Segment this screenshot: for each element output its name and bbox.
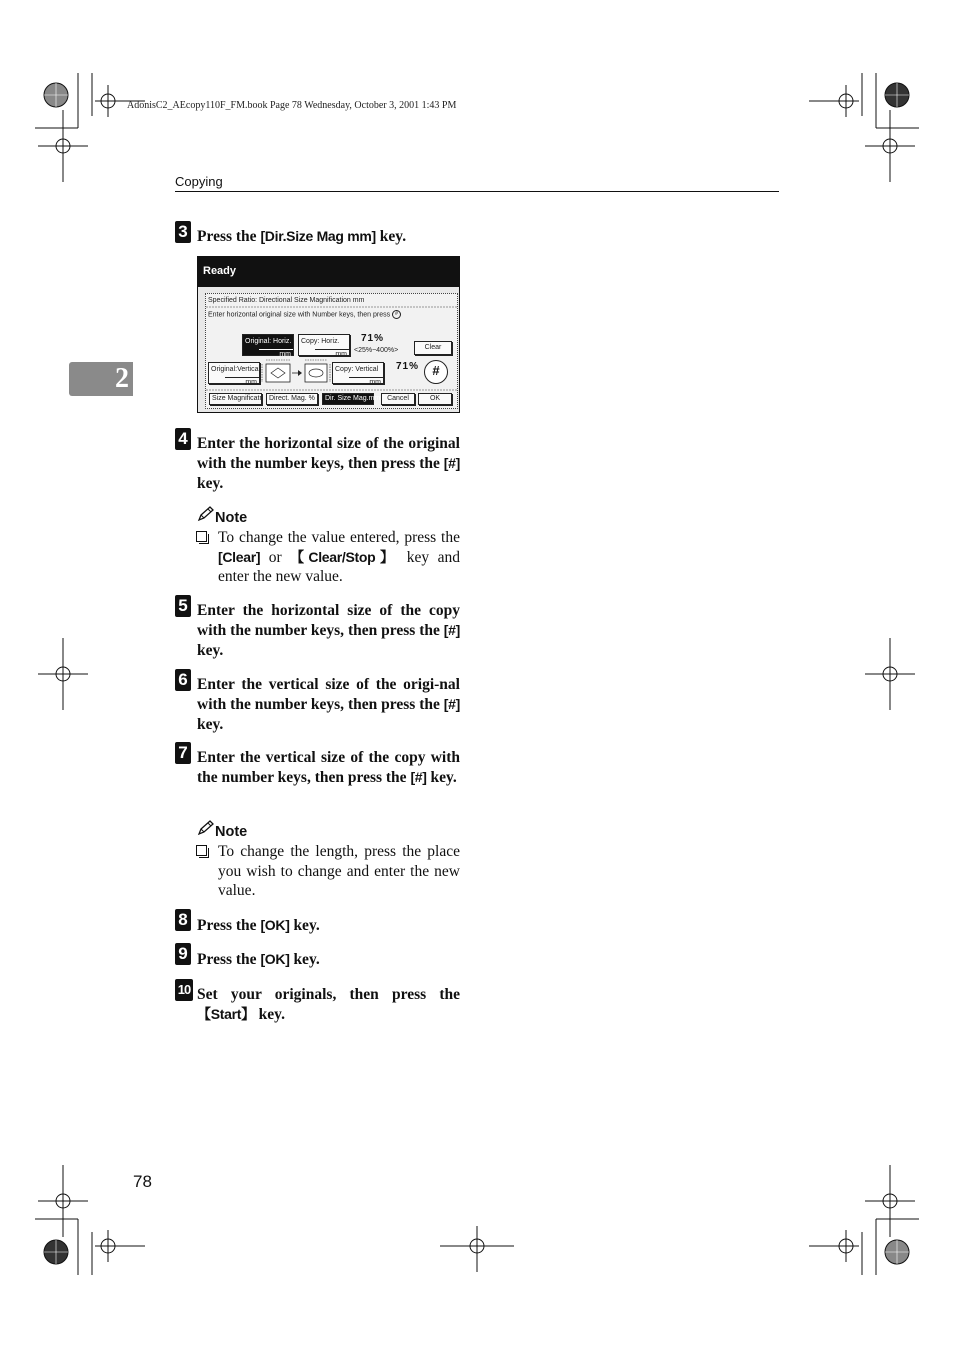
copier-screen: [197, 256, 460, 413]
original-horiz-unit: mm: [259, 349, 293, 359]
step-number-4: 4: [175, 428, 191, 450]
original-vertical-unit: mm: [225, 377, 259, 387]
note-2-text: To change the length, press the place you wish to change and enter the new value.: [218, 843, 460, 900]
step-9-text: [197, 950, 460, 970]
instruction-label: [208, 310, 401, 319]
pencil-icon: [197, 506, 215, 522]
section-label: Copying: [175, 174, 223, 189]
hash-key-label: [#]: [443, 621, 460, 638]
clear-key-label: [Clear]: [218, 548, 261, 565]
step-6-post: key.: [197, 715, 224, 733]
note-1-mid: or: [260, 548, 291, 566]
step-5-post: key.: [197, 641, 224, 659]
step-number-8: 8: [175, 909, 191, 931]
ok-key-label: [OK]: [260, 951, 290, 967]
hash-key-label: [#]: [443, 454, 460, 471]
hash-key-label: [#]: [443, 695, 460, 712]
note-1-post: key and enter the new value.: [218, 548, 461, 586]
ok-button[interactable]: OK: [418, 393, 452, 405]
step-4-post: key.: [197, 474, 224, 492]
hash-small-icon: #: [392, 310, 401, 319]
copy-vertical-label: Copy: Vertical: [335, 366, 379, 373]
step-8-text: [197, 916, 460, 936]
dir-size-mag-key: [Dir.Size Mag mm]: [260, 228, 376, 244]
original-vertical-label: Original:Vertical: [211, 366, 261, 373]
step-9-pre: Press the: [197, 951, 261, 968]
status-text: Ready: [203, 265, 237, 277]
step-number-10: 10: [175, 979, 193, 1001]
pencil-icon: [197, 820, 215, 836]
tab-dir-size-mag-mm[interactable]: Dir. Size Mag.mm: [322, 393, 374, 405]
step-number-6: 6: [175, 669, 191, 691]
copy-horiz-label: Copy: Horiz.: [301, 338, 340, 345]
step-number-9: 9: [175, 943, 191, 965]
step-3-post: key.: [375, 228, 407, 245]
step-7-post: key.: [426, 768, 457, 786]
clear-stop-key-label: 【Clear/Stop】: [290, 548, 399, 565]
note-2-body: [218, 842, 460, 901]
chapter-tab: 2: [69, 362, 133, 396]
settings-panel: [205, 293, 458, 409]
tab-size-magnification[interactable]: Size Magnificatn: [209, 393, 262, 405]
step-3-text: [197, 227, 460, 247]
step-5-text: [197, 601, 460, 660]
size-diagram-icon: [262, 358, 332, 388]
header-rule: [175, 191, 779, 192]
ratio-mode-unit: mm: [352, 297, 365, 304]
step-4-pre: Enter the horizontal size of the original with the number keys, then press the: [197, 435, 460, 472]
tab-direct-mag-percent[interactable]: Direct. Mag. %: [266, 393, 318, 405]
file-header: AdonisC2_AEcopy110F_FM.book Page 78 Wednesday, October 3, 2001 1:43 PM: [127, 100, 457, 111]
step-10-pre: Set your originals, then press the: [197, 986, 460, 1003]
instruction-text: Enter horizontal original size with Number keys, then press: [208, 311, 391, 319]
ratio-range: <25%~400%>: [354, 347, 399, 354]
step-number-5: 5: [175, 595, 191, 617]
hash-key-button[interactable]: #: [424, 360, 448, 384]
cancel-button[interactable]: Cancel: [381, 393, 415, 405]
note-1-heading: [197, 506, 247, 526]
note-2-title: Note: [215, 824, 248, 840]
step-7-pre: Enter the vertical size of the copy with the number keys, then press the: [197, 749, 460, 786]
horiz-ratio: 71%: [361, 333, 385, 344]
original-horiz-button[interactable]: [242, 334, 294, 356]
step-number-7: 7: [175, 742, 191, 764]
vertical-ratio: 71%: [396, 361, 420, 372]
page-number: 78: [133, 1172, 152, 1191]
hash-key-label: [#]: [410, 768, 427, 785]
step-3-pre: Press the: [197, 228, 261, 245]
copy-vertical-button[interactable]: [332, 362, 384, 384]
step-6-text: [197, 675, 460, 734]
note-1-title: Note: [215, 510, 248, 526]
step-7-text: [197, 748, 460, 788]
checkbox-bullet-icon: [196, 531, 207, 542]
copy-horiz-button[interactable]: [298, 334, 350, 356]
step-8-pre: Press the: [197, 917, 261, 934]
status-bar: [198, 257, 459, 287]
step-9-post: key.: [289, 951, 320, 968]
checkbox-bullet-icon: [196, 845, 207, 856]
step-10-post: key.: [254, 1005, 285, 1023]
copy-horiz-unit: mm: [315, 349, 349, 359]
ok-key-label: [OK]: [260, 917, 290, 933]
note-1-body: [218, 528, 460, 587]
clear-button[interactable]: Clear: [414, 341, 452, 355]
copy-vertical-unit: mm: [349, 377, 383, 387]
step-6-pre: Enter the vertical size of the origi-nal with the number keys, then press the: [197, 676, 460, 713]
step-10-text: [197, 985, 460, 1025]
step-4-text: [197, 434, 460, 493]
original-vertical-button[interactable]: [208, 362, 260, 384]
step-8-post: key.: [289, 917, 320, 934]
step-number-3: 3: [175, 221, 191, 243]
step-5-pre: Enter the horizontal size of the copy with the number keys, then press the: [197, 602, 460, 639]
start-key-label: 【Start】: [197, 1005, 255, 1022]
note-1-pre: To change the value entered, press the: [218, 529, 460, 546]
original-horiz-label: Original: Horiz.: [245, 338, 292, 345]
note-2-heading: [197, 820, 247, 840]
ratio-mode-text: Specified Ratio: Directional Size Magnification: [208, 297, 351, 304]
